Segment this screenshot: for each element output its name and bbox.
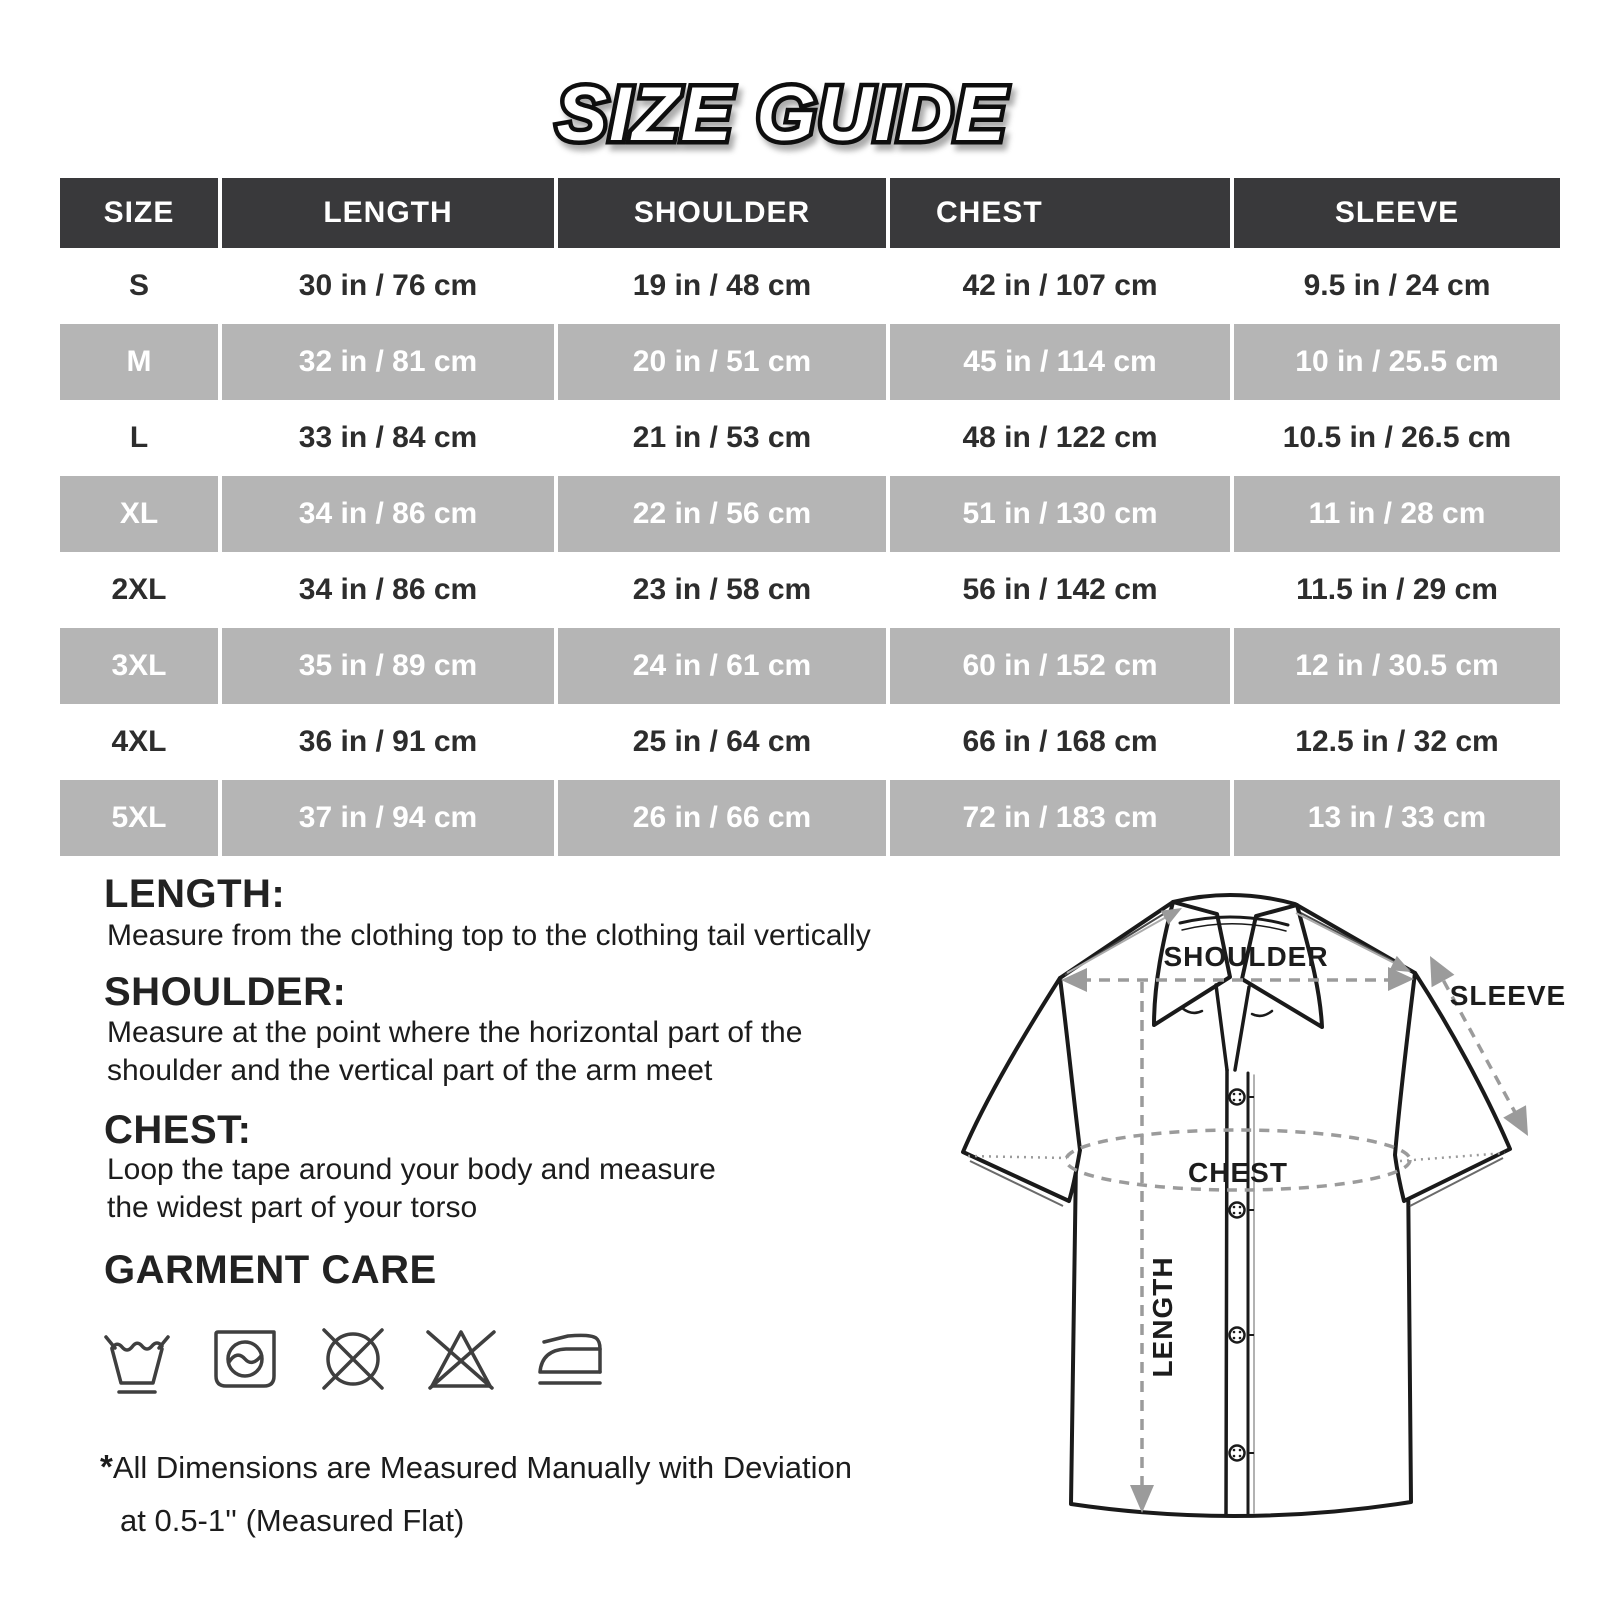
column-header-shoulder: SHOULDER — [558, 178, 886, 248]
page-title: SIZE GUIDE — [556, 72, 1008, 157]
tumble-dry-icon — [208, 1322, 282, 1404]
size-label-cell: S — [60, 248, 218, 324]
measurement-cell: 12 in / 30.5 cm — [1234, 628, 1560, 704]
measurement-cell: 22 in / 56 cm — [558, 476, 886, 552]
shirt-diagram — [930, 865, 1620, 1565]
size-label-cell: XL — [60, 476, 218, 552]
garment-care-icons — [100, 1322, 606, 1404]
measurement-cell: 36 in / 91 cm — [222, 704, 554, 780]
measurement-cell: 10 in / 25.5 cm — [1234, 324, 1560, 400]
diagram-length-label: LENGTH — [1147, 1256, 1178, 1378]
size-label-cell: 4XL — [60, 704, 218, 780]
footnote-line-2: at 0.5-1'' (Measured Flat) — [120, 1503, 465, 1538]
chest-term: CHEST: — [104, 1108, 252, 1152]
measurement-cell: 48 in / 122 cm — [890, 400, 1230, 476]
left-sleeve — [963, 978, 1080, 1201]
size-label-cell: M — [60, 324, 218, 400]
measurement-cell: 56 in / 142 cm — [890, 552, 1230, 628]
diagram-shoulder-label: SHOULDER — [1163, 941, 1329, 972]
chest-desc-2: the widest part of your torso — [107, 1191, 478, 1224]
measurement-cell: 20 in / 51 cm — [558, 324, 886, 400]
column-header-size: SIZE — [60, 178, 218, 248]
measurement-cell: 23 in / 58 cm — [558, 552, 886, 628]
measurement-cell: 35 in / 89 cm — [222, 628, 554, 704]
size-table — [60, 178, 1560, 856]
size-label-cell: 3XL — [60, 628, 218, 704]
garment-care-heading: GARMENT CARE — [104, 1248, 437, 1292]
length-desc: Measure from the clothing top to the clothing tail vertically — [107, 919, 871, 952]
shoulder-term: SHOULDER: — [104, 970, 347, 1014]
measurement-cell: 66 in / 168 cm — [890, 704, 1230, 780]
shoulder-desc-2: shoulder and the vertical part of the arm meet — [107, 1054, 713, 1087]
measurement-cell: 51 in / 130 cm — [890, 476, 1230, 552]
measurement-cell: 37 in / 94 cm — [222, 780, 554, 856]
measurement-cell: 34 in / 86 cm — [222, 476, 554, 552]
measurement-cell: 11.5 in / 29 cm — [1234, 552, 1560, 628]
measurement-cell: 10.5 in / 26.5 cm — [1234, 400, 1560, 476]
length-term: LENGTH: — [104, 872, 286, 916]
measurement-cell: 42 in / 107 cm — [890, 248, 1230, 324]
diagram-chest-label: CHEST — [1188, 1157, 1288, 1188]
size-label-cell: L — [60, 400, 218, 476]
measurement-cell: 19 in / 48 cm — [558, 248, 886, 324]
measurement-cell: 11 in / 28 cm — [1234, 476, 1560, 552]
measurement-cell: 30 in / 76 cm — [222, 248, 554, 324]
measurement-cell: 32 in / 81 cm — [222, 324, 554, 400]
gentle-wash-icon — [100, 1322, 174, 1404]
measurement-cell: 21 in / 53 cm — [558, 400, 886, 476]
footnote-marker: * — [100, 1448, 113, 1485]
column-header-sleeve: SLEEVE — [1234, 178, 1560, 248]
iron-icon — [532, 1322, 606, 1404]
column-header-length: LENGTH — [222, 178, 554, 248]
measurement-cell: 9.5 in / 24 cm — [1234, 248, 1560, 324]
footnote-line-1 — [100, 1448, 852, 1486]
shoulder-desc-1: Measure at the point where the horizontal part of the — [107, 1016, 803, 1049]
measurement-cell: 12.5 in / 32 cm — [1234, 704, 1560, 780]
measurement-cell: 24 in / 61 cm — [558, 628, 886, 704]
column-header-chest: CHEST — [890, 178, 1230, 248]
size-label-cell: 2XL — [60, 552, 218, 628]
footnote-text-1: All Dimensions are Measured Manually with Deviation — [112, 1450, 852, 1485]
measurement-cell: 25 in / 64 cm — [558, 704, 886, 780]
chest-desc-1: Loop the tape around your body and measure — [107, 1153, 716, 1186]
do-not-bleach-icon — [424, 1322, 498, 1404]
title-banner — [0, 0, 1620, 170]
diagram-sleeve-label: SLEEVE — [1449, 980, 1567, 1011]
measurement-cell: 45 in / 114 cm — [890, 324, 1230, 400]
measurement-cell: 33 in / 84 cm — [222, 400, 554, 476]
do-not-dry-clean-icon — [316, 1322, 390, 1404]
measurement-cell: 13 in / 33 cm — [1234, 780, 1560, 856]
measurement-cell: 72 in / 183 cm — [890, 780, 1230, 856]
measurement-cell: 26 in / 66 cm — [558, 780, 886, 856]
measurement-cell: 34 in / 86 cm — [222, 552, 554, 628]
measurement-cell: 60 in / 152 cm — [890, 628, 1230, 704]
size-label-cell: 5XL — [60, 780, 218, 856]
